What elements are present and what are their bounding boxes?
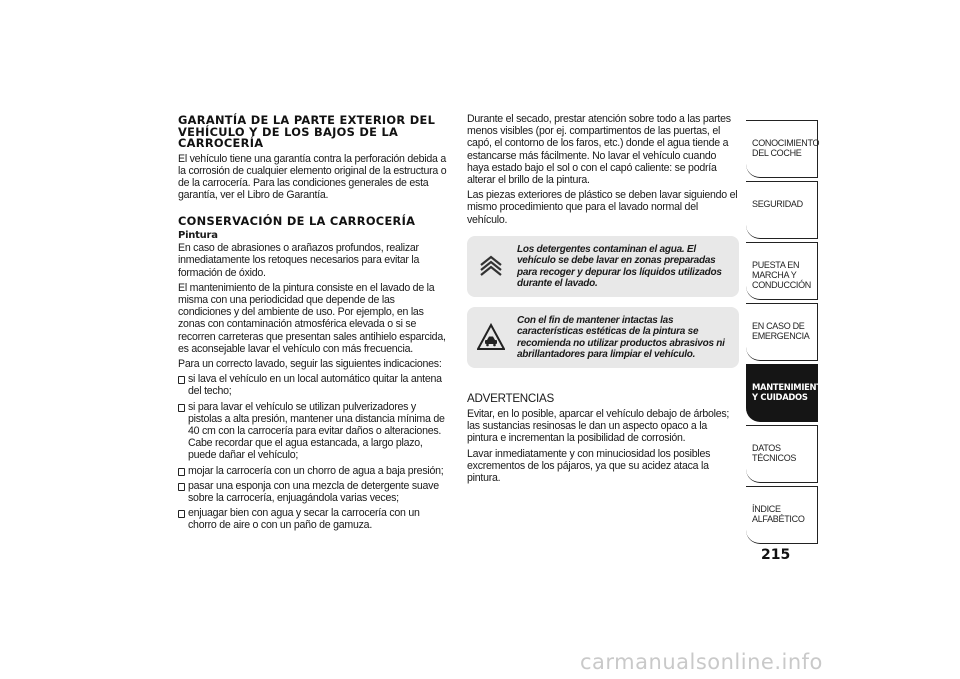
tab-seguridad[interactable]: SEGURIDAD [746,181,818,239]
list-item: enjuagar bien con agua y secar la carrocería con un chorro de aire o con un paño de gamuza. [178,507,450,531]
list-item: pasar una esponja con una mezcla de detergente suave sobre la carrocería, enjuagándola varias veces; [178,480,450,504]
right-column [467,113,739,487]
section-title-warranty: GARANTÍA DE LA PARTE EXTERIOR DEL VEHÍCULO Y DE LOS BAJOS DE LA CARROCERÍA [178,113,436,151]
tab-mantenimiento-y-cuidados[interactable]: MANTENIMIENTO Y CUIDADOS [746,364,818,422]
warning-triangle-car-icon [477,323,505,351]
tab-conocimiento-del-coche[interactable]: CONOCIMIENTO DEL COCHE [746,120,818,178]
washing-instructions-list [178,373,450,531]
warranty-text: El vehículo tiene una garantía contra la perforación debida a la corrosión de cualquier elemento original de la estructura o de la carrocería. Para las condiciones generales de esta garantía, ver el Libro de Garantía. [178,152,447,202]
left-column [178,115,450,535]
paint-warning-note [467,307,739,368]
advertencias-title: ADVERTENCIAS [467,391,554,405]
paint-paragraph-3: Para un correcto lavado, seguir las siguientes indicaciones: [178,358,442,371]
tab-puesta-en-marcha[interactable]: PUESTA EN MARCHA Y CONDUCCIÓN [746,242,818,300]
environment-note-text: Los detergentes contaminan el agua. El vehículo se debe lavar en zonas preparadas para recoger y depurar los líquidos utilizados durante el lavado. [517,243,722,290]
tab-datos-tecnicos[interactable]: DATOS TÉCNICOS [746,425,818,483]
environment-note [467,236,739,297]
checkbox-bullet-icon [178,404,185,412]
subtitle-paint: Pintura [178,230,218,242]
paint-paragraph-1: En caso de abrasiones o arañazos profundos, realizar inmediatamente los retoques necesarios para evitar la formación de óxido. [178,242,420,279]
paint-paragraph-2: El mantenimiento de la pintura consiste en el lavado de la misma con una periodicidad que depende de las condiciones y del ambiente de uso. Por ejemplo, en las zonas con contaminación atmosférica elevada o si se recorren carreteras que presentan sales antihielo esparcida, es aconsejable lavar el vehículo con más frecuencia. [178,281,446,355]
advertencias-section [467,393,739,484]
chapter-tabs [746,120,829,547]
checkbox-bullet-icon [178,483,185,491]
tab-en-caso-de-emergencia[interactable]: EN CASO DE EMERGENCIA [746,303,818,361]
watermark: carmanualsonline.info [580,650,823,674]
paint-warning-note-text: Con el fin de mantener intactas las características estéticas de la pintura se recomienda no utilizar productos abrasivos ni abrillantadores para limpiar el vehículo. [517,314,725,361]
advertencias-paragraph-1: Evitar, en lo posible, aparcar el vehículo debajo de árboles; las sustancias resinosas le dan un aspecto opaco a la pintura e incrementan la posibilidad de corrosión. [467,408,730,445]
environment-chevron-icon [477,252,505,280]
checkbox-bullet-icon [178,468,185,476]
tab-indice-alfabetico[interactable]: ÍNDICE ALFABÉTICO [746,486,818,544]
plastic-parts-paragraph: Las piezas exteriores de plástico se deben lavar siguiendo el mismo procedimiento que para el lavado normal del vehículo. [467,189,738,226]
checkbox-bullet-icon [178,376,185,384]
checkbox-bullet-icon [178,510,185,518]
advertencias-paragraph-2: Lavar inmediatamente y con minuciosidad los posibles excrementos de los pájaros, ya que su acidez ataca la pintura. [467,447,711,485]
drying-paragraph: Durante el secado, prestar atención sobre todo a las partes menos visibles (por ej. compartimentos de las puertas, el capó, el contorno de los faros, etc.) donde el agua tiende a estancarse más fácilmente. No lavar el vehículo cuando haya estado bajo el sol o con el capó caliente: se podría alterar el brillo de la pintura. [467,113,731,187]
list-item: si para lavar el vehículo se utilizan pulverizadores y pistolas a alta presión, mantener una distancia mínima de 40 cm con la carrocería para evitar daños o alteraciones. Cabe recordar que el agua estancada, a largo plazo, puede dañar el vehículo; [178,401,450,462]
section-title-conservation: CONSERVACIÓN DE LA CARROCERÍA [178,213,416,228]
list-item: si lava el vehículo en un local automático quitar la antena del techo; [178,373,450,397]
list-item: mojar la carrocería con un chorro de agua a baja presión; [178,465,450,477]
page-number: 215 [761,547,791,563]
